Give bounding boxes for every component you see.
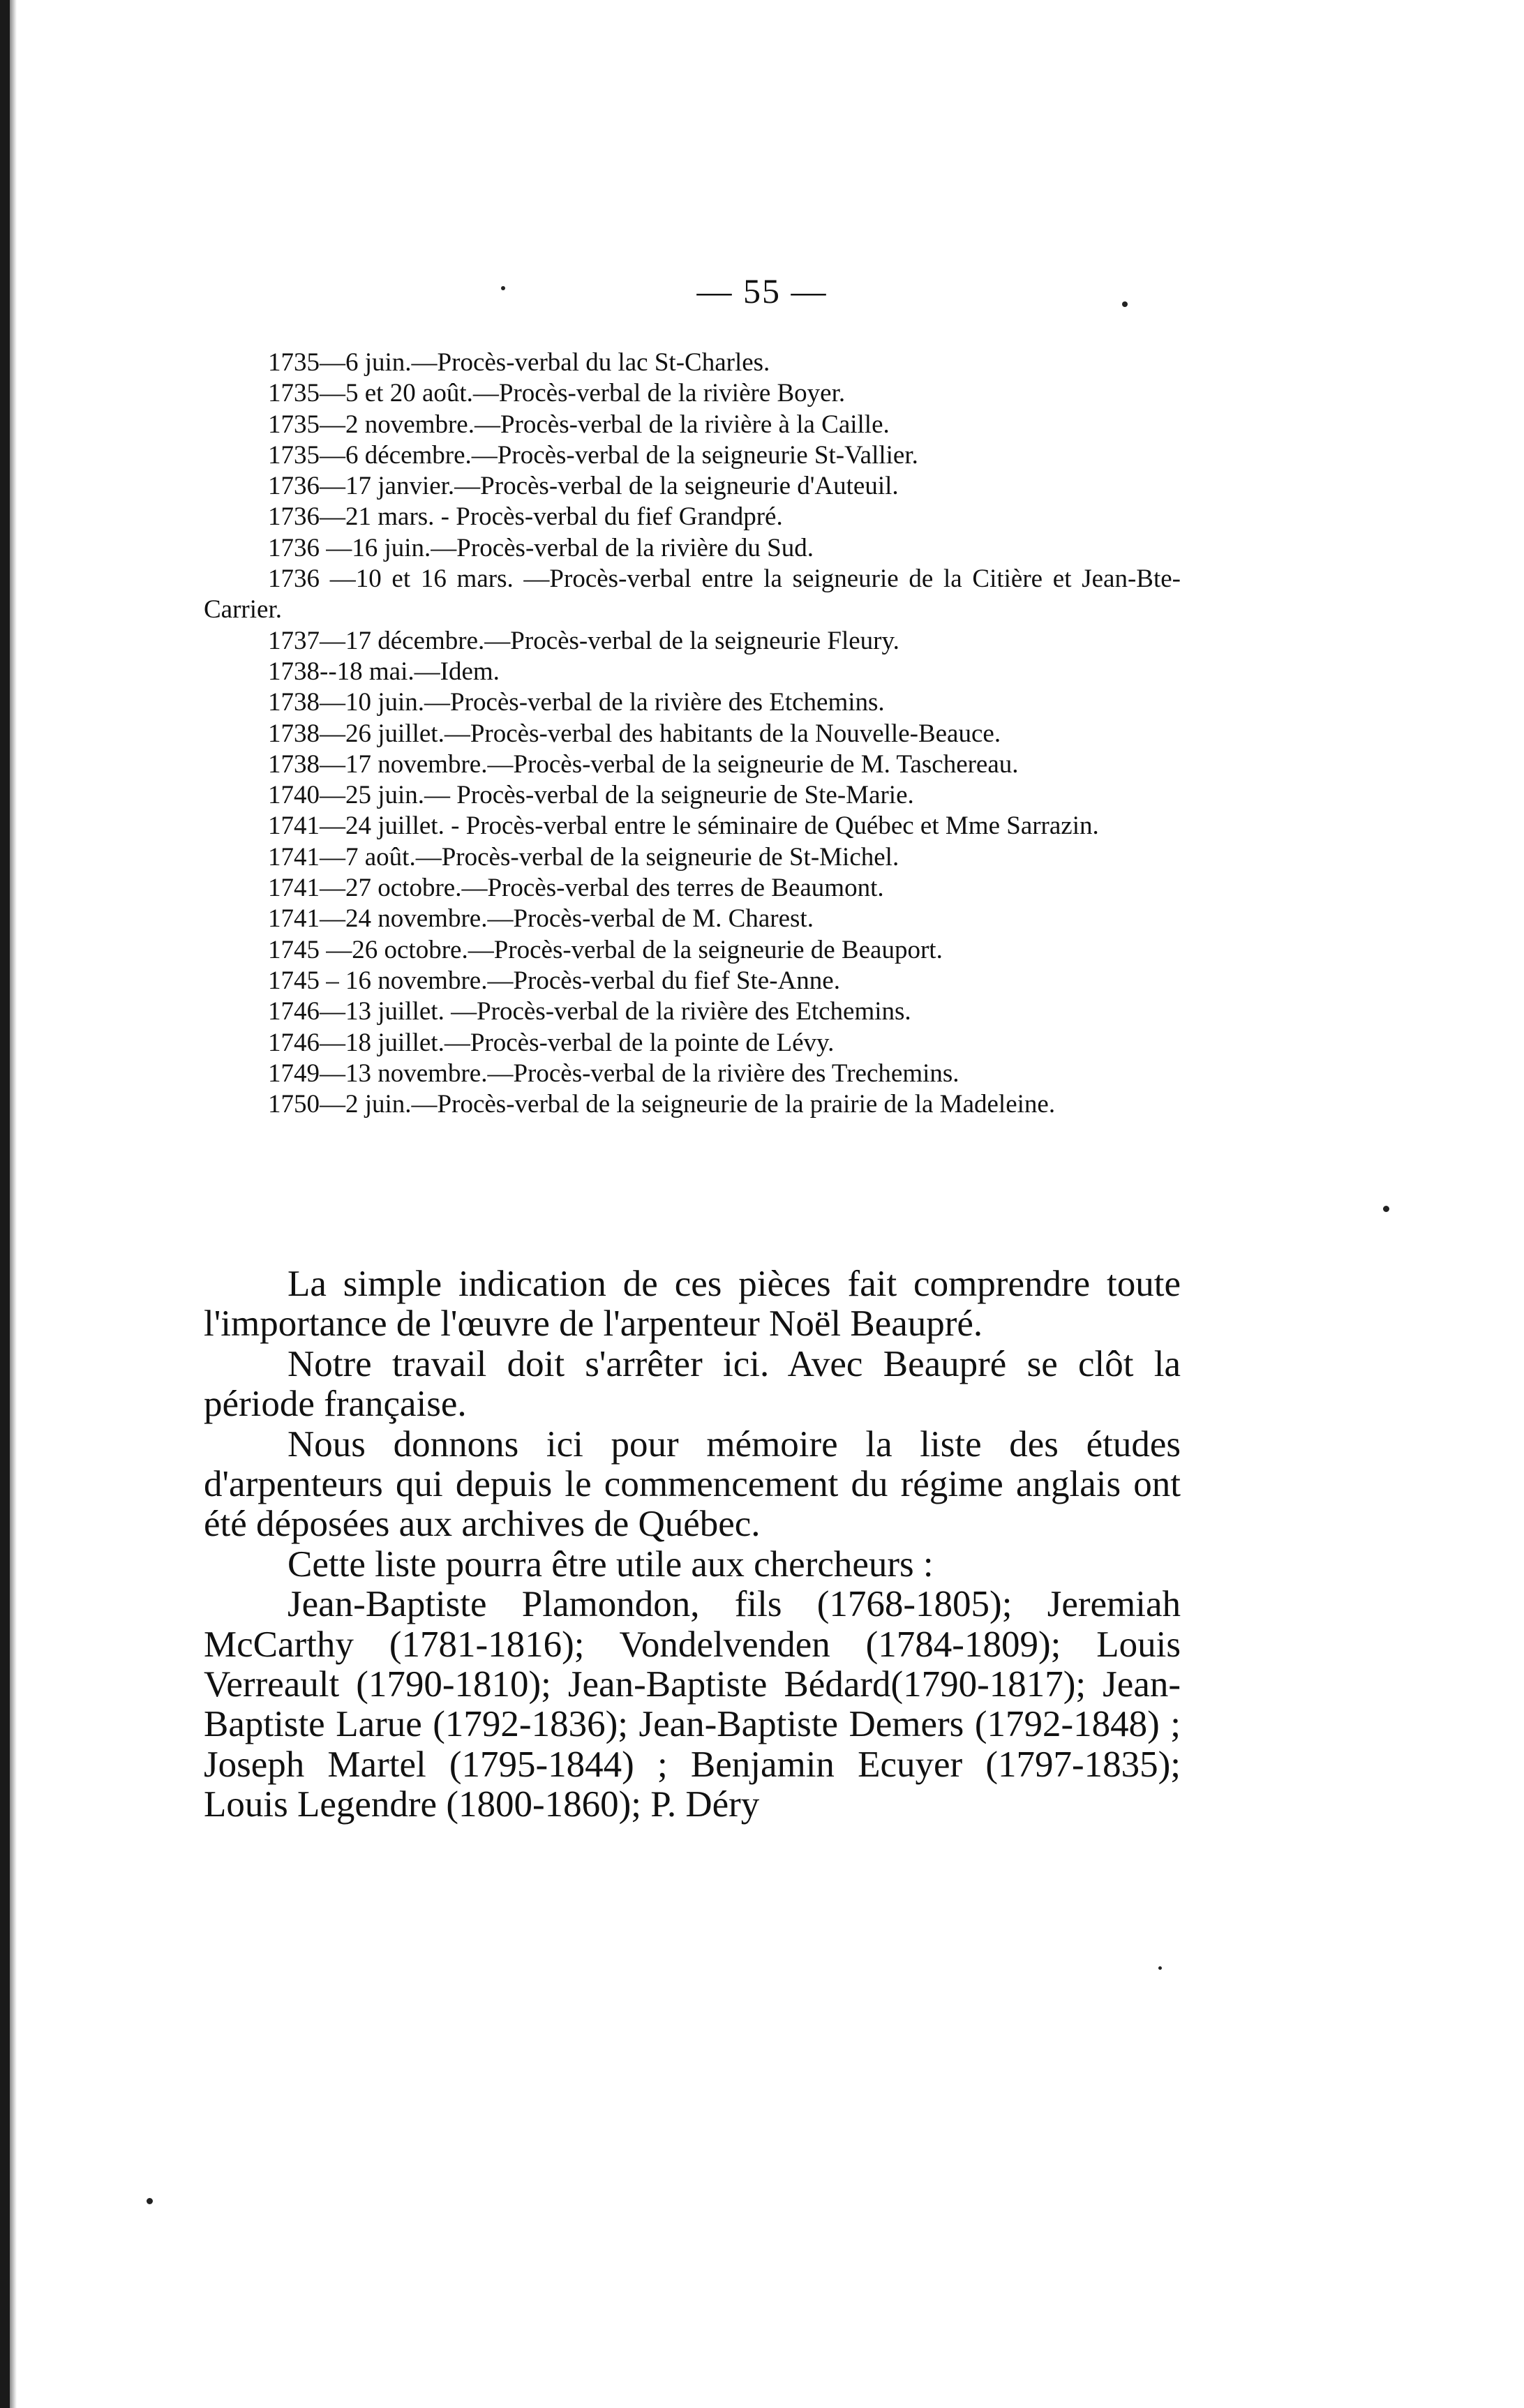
paragraph-surveyor-list: Jean-Baptiste Plamondon, fils (1768-1805); Jeremiah McCarthy (1781-1816); Vondelvenden (1784-1809); Louis Verreault (1790-1810); Jean-Baptiste Bédard(1790-1817); Jean-Baptiste Larue (1792-1836); Jean-Baptiste Demers (1792-1848) ; Joseph Martel (1795-1844) ; Benjamin Ecuyer (1797-1835); Louis Legendre (1800-1860); P. Déry bbox=[204, 1584, 1181, 1825]
list-item: 1738--18 mai.—Idem. bbox=[268, 657, 500, 686]
paragraph-importance: La simple indication de ces pièces fait comprendre toute l'importance de l'œuvre de l'arpenteur Noël Beaupré. bbox=[204, 1264, 1181, 1345]
print-speck bbox=[1122, 301, 1128, 307]
list-item: 1735—6 décembre.—Procès-verbal de la seigneurie St-Vallier. bbox=[268, 440, 918, 470]
body-text bbox=[204, 1264, 1181, 1825]
list-item: 1736 —10 et 16 mars. —Procès-verbal entre la seigneurie de la Citière et Jean-Bte-Carrier. bbox=[204, 564, 1181, 625]
binding-shadow bbox=[10, 0, 17, 2408]
list-item: 1741—27 octobre.—Procès-verbal des terres de Beaumont. bbox=[268, 874, 884, 903]
print-speck bbox=[147, 2198, 153, 2204]
list-item: 1735—5 et 20 août.—Procès-verbal de la rivière Boyer. bbox=[268, 379, 846, 408]
print-speck bbox=[501, 286, 505, 290]
print-speck bbox=[1158, 1966, 1162, 1970]
list-item: 1749—13 novembre.—Procès-verbal de la rivière des Trechemins. bbox=[268, 1059, 959, 1088]
list-item: 1746—18 juillet.—Procès-verbal de la pointe de Lévy. bbox=[268, 1028, 835, 1057]
list-item: 1737—17 décembre.—Procès-verbal de la seigneurie Fleury. bbox=[268, 626, 899, 655]
list-item: 1741—24 novembre.—Procès-verbal de M. Charest. bbox=[268, 904, 814, 934]
list-item: 1738—26 juillet.—Procès-verbal des habitants de la Nouvelle-Beauce. bbox=[268, 719, 1001, 748]
list-item: 1736—21 mars. - Procès-verbal du fief Grandpré. bbox=[268, 502, 783, 532]
list-item: 1740—25 juin.— Procès-verbal de la seigneurie de Ste-Marie. bbox=[268, 781, 914, 810]
list-item: 1738—17 novembre.—Procès-verbal de la seigneurie de M. Taschereau. bbox=[268, 749, 1019, 779]
list-item: 1741—24 juillet. - Procès-verbal entre le séminaire de Québec et Mme Sarrazin. bbox=[268, 812, 1099, 841]
list-item: 1745 —26 octobre.—Procès-verbal de la seigneurie de Beauport. bbox=[268, 935, 943, 964]
list-item: 1738—10 juin.—Procès-verbal de la rivière des Etchemins. bbox=[268, 688, 885, 717]
list-item: 1746—13 juillet. —Procès-verbal de la rivière des Etchemins. bbox=[268, 997, 911, 1026]
paragraph-end-of-work: Notre travail doit s'arrêter ici. Avec Beaupré se clôt la période française. bbox=[204, 1343, 1181, 1425]
list-item: 1735—2 novembre.—Procès-verbal de la rivière à la Caille. bbox=[268, 410, 890, 439]
list-item: 1736—17 janvier.—Procès-verbal de la seigneurie d'Auteuil. bbox=[268, 472, 899, 501]
list-item: 1745 – 16 novembre.—Procès-verbal du fief Ste-Anne. bbox=[268, 966, 840, 995]
proces-verbal-list bbox=[204, 347, 1181, 1120]
binding-edge bbox=[0, 0, 10, 2408]
list-item: 1735—6 juin.—Procès-verbal du lac St-Charles. bbox=[268, 348, 770, 377]
list-item: 1741—7 août.—Procès-verbal de la seigneurie de St-Michel. bbox=[268, 842, 899, 872]
paragraph-memoire: Nous donnons ici pour mémoire la liste des études d'arpenteurs qui depuis le commencement du régime anglais ont été déposées aux archives de Québec. bbox=[204, 1423, 1181, 1545]
list-item: 1750—2 juin.—Procès-verbal de la seigneurie de la prairie de la Madeleine. bbox=[268, 1090, 1056, 1119]
page-number: — 55 — bbox=[696, 271, 828, 311]
print-speck bbox=[1383, 1206, 1389, 1212]
paragraph-list-intro: Cette liste pourra être utile aux chercheurs : bbox=[287, 1543, 934, 1585]
list-item: 1736 —16 juin.—Procès-verbal de la rivière du Sud. bbox=[268, 533, 814, 562]
